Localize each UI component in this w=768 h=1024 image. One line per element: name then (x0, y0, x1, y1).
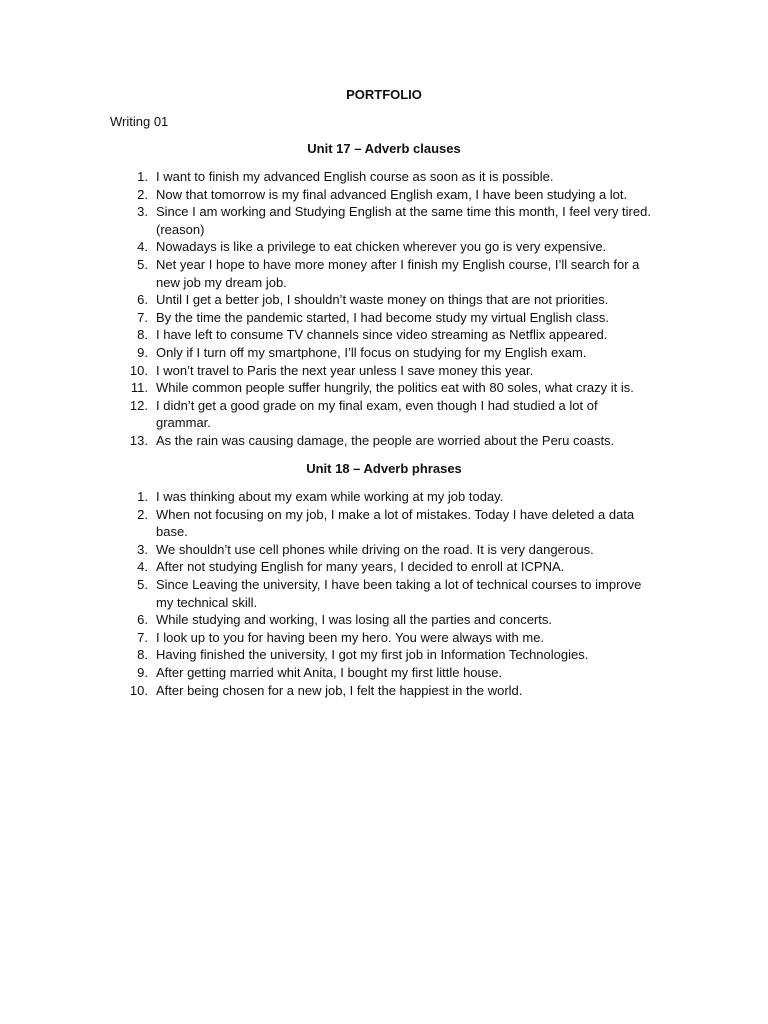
list-item-text: As the rain was causing damage, the people are worried about the Peru coasts. (156, 432, 615, 448)
list-item (126, 326, 656, 344)
list-item-number: 4. (137, 239, 148, 255)
document-title: PORTFOLIO (346, 87, 422, 102)
list-item-text: When not focusing on my job, I make a lot of mistakes. Today I have deleted a data base. (156, 506, 635, 540)
list-item-number: 3. (137, 204, 148, 220)
list-item (126, 541, 656, 559)
list-item-number: 7. (137, 629, 148, 645)
list-item-text: I won’t travel to Paris the next year unless I save money this year. (156, 362, 534, 378)
adverb-clauses-list (126, 168, 656, 450)
list-item (126, 309, 656, 327)
list-item (126, 611, 656, 629)
list-item-number: 3. (137, 541, 148, 557)
list-item-number: 6. (137, 292, 148, 308)
list-item-text: I have left to consume TV channels since video streaming as Netflix appeared. (156, 327, 608, 343)
list-item-number: 5. (137, 576, 148, 592)
list-item-text: After being chosen for a new job, I felt the happiest in the world. (156, 682, 523, 698)
list-item (126, 291, 656, 309)
list-item-text: Only if I turn off my smartphone, I’ll focus on studying for my English exam. (156, 344, 587, 360)
section-heading-unit-17: Unit 17 – Adverb clauses (307, 141, 461, 156)
section-heading-unit-18: Unit 18 – Adverb phrases (306, 461, 462, 476)
list-item-number: 12. (129, 397, 148, 413)
list-item-number: 2. (137, 186, 148, 202)
list-item (126, 664, 656, 682)
list-item-text: I didn’t get a good grade on my final exam, even though I had studied a lot of grammar. (156, 397, 598, 431)
list-item-number: 1. (137, 489, 148, 504)
list-item-text: By the time the pandemic started, I had become study my virtual English class. (156, 309, 610, 325)
list-item-text: While studying and working, I was losing all the parties and concerts. (156, 612, 552, 628)
list-item (126, 238, 656, 256)
list-item (126, 506, 656, 541)
list-item (126, 646, 656, 664)
list-item-text: I want to finish my advanced English course as soon as it is possible. (156, 169, 554, 184)
list-item-text: While common people suffer hungrily, the politics eat with 80 soles, what crazy it is. (156, 380, 634, 396)
list-item-text: After getting married whit Anita, I bought my first little house. (156, 664, 503, 680)
list-item (126, 682, 656, 700)
list-item-text: I look up to you for having been my hero. You were always with me. (156, 629, 545, 645)
list-item-number: 11. (130, 380, 148, 396)
list-item-number: 13. (129, 432, 148, 448)
list-item-number: 1. (137, 169, 148, 184)
list-item (126, 203, 656, 238)
list-item-number: 9. (137, 344, 148, 360)
list-item (126, 168, 656, 186)
list-item-number: 8. (137, 327, 148, 343)
list-item-number: 6. (137, 612, 148, 628)
list-item-text: Now that tomorrow is my final advanced English exam, I have been studying a lot. (156, 186, 628, 202)
list-item (126, 186, 656, 204)
list-item-text: We shouldn’t use cell phones while driving on the road. It is very dangerous. (156, 541, 594, 557)
list-item-number: 2. (137, 506, 148, 522)
list-item-text: I was thinking about my exam while working at my job today. (156, 489, 504, 504)
list-item-number: 5. (137, 256, 148, 272)
list-item (126, 558, 656, 576)
list-item-text: Since Leaving the university, I have been taking a lot of technical courses to improve my technical skill. (156, 576, 642, 610)
list-item-text: Net year I hope to have more money after I finish my English course, I’ll search for a new job my dream job. (156, 256, 640, 290)
list-item (126, 397, 656, 432)
list-item-number: 4. (137, 559, 148, 575)
list-item (126, 256, 656, 291)
list-item (126, 432, 656, 450)
list-item (126, 379, 656, 397)
list-item (126, 576, 656, 611)
list-item-text: Having finished the university, I got my first job in Information Technologies. (156, 647, 589, 663)
list-item-text: Since I am working and Studying English at the same time this month, I feel very tired. (reason) (156, 204, 651, 237)
adverb-phrases-list (126, 488, 656, 699)
list-item-text: After not studying English for many years, I decided to enroll at ICPNA. (156, 559, 565, 575)
list-item (126, 362, 656, 380)
list-item-text: Nowadays is like a privilege to eat chicken wherever you go is very expensive. (156, 239, 607, 255)
writing-label: Writing 01 (110, 114, 169, 129)
list-item-number: 10. (129, 362, 148, 378)
list-item (126, 344, 656, 362)
list-item (126, 629, 656, 647)
list-item-number: 9. (137, 664, 148, 680)
list-item-number: 8. (137, 647, 148, 663)
list-item (126, 488, 656, 506)
list-item-number: 10. (129, 682, 148, 698)
list-item-text: Until I get a better job, I shouldn’t waste money on things that are not priorities. (156, 292, 609, 308)
list-item-number: 7. (137, 309, 148, 325)
